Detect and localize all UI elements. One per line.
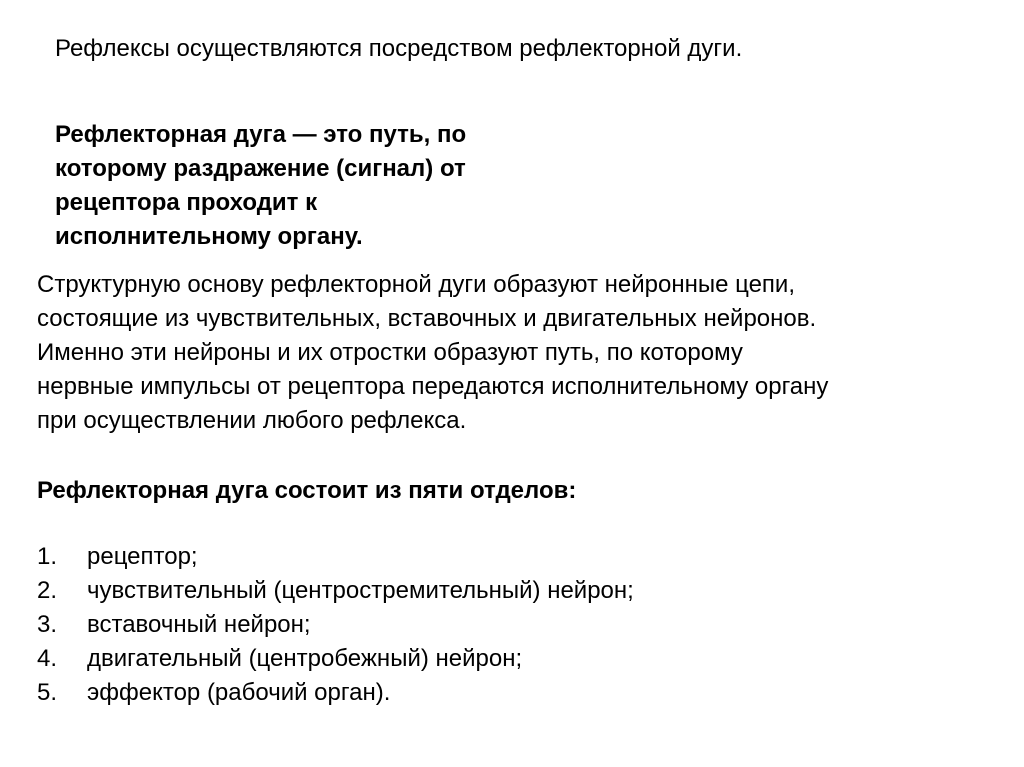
list-item-text: двигательный (центробежный) нейрон; — [87, 645, 523, 672]
list-item-number: 2. — [37, 577, 58, 604]
list-item-number: 5. — [37, 679, 58, 706]
list-item-text: рецептор; — [87, 543, 198, 570]
arc-parts-list — [37, 540, 634, 710]
structure-paragraph — [37, 268, 997, 438]
list-item-number: 4. — [37, 645, 58, 672]
definition-line: исполнительному органу. — [55, 223, 363, 250]
list-item-text: вставочный нейрон; — [87, 611, 311, 638]
definition-line: Рефлекторная дуга — это путь, по — [55, 121, 467, 148]
list-item-text: эффектор (рабочий орган). — [87, 679, 391, 706]
paragraph-line: при осуществлении любого рефлекса. — [37, 407, 467, 434]
list-item — [37, 642, 634, 676]
definition-line: которому раздражение (сигнал) от — [55, 155, 466, 182]
intro-text: Рефлексы осуществляются посредством рефлекторной дуги. — [55, 35, 743, 62]
paragraph-line: нервные импульсы от рецептора передаются исполнительному органу — [37, 373, 829, 400]
list-item-number: 3. — [37, 611, 58, 638]
list-item — [37, 608, 634, 642]
list-item — [37, 676, 634, 710]
paragraph-line: Именно эти нейроны и их отростки образуют путь, по которому — [37, 339, 743, 366]
definition-line: рецептора проходит к — [55, 189, 318, 216]
list-item — [37, 540, 634, 574]
paragraph-line: Структурную основу рефлекторной дуги образуют нейронные цепи, — [37, 271, 795, 298]
list-item-text: чувствительный (центростремительный) нейрон; — [87, 577, 634, 604]
list-item-number: 1. — [37, 543, 58, 570]
paragraph-line: состоящие из чувствительных, вставочных и двигательных нейронов. — [37, 305, 817, 332]
definition-block — [55, 118, 575, 254]
list-heading: Рефлекторная дуга состоит из пяти отделов: — [37, 477, 577, 504]
list-item — [37, 574, 634, 608]
